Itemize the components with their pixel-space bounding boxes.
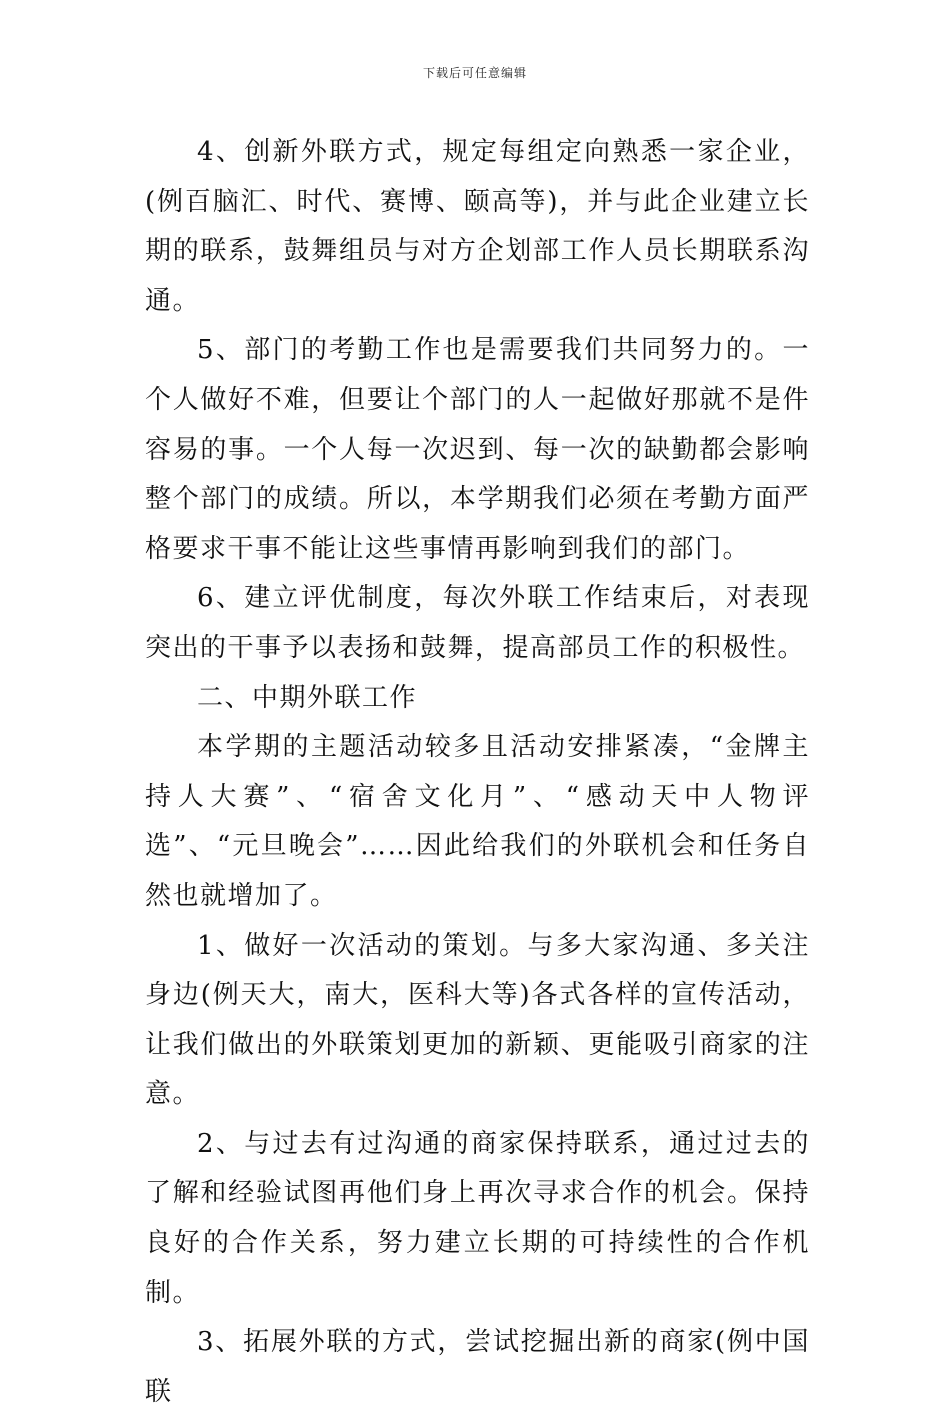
paragraph-item-6: 6、建立评优制度，每次外联工作结束后，对表现突出的干事予以表扬和鼓舞，提高部员工作的积极性。 — [145, 583, 810, 663]
page-header-note: 下载后可任意编辑 — [422, 66, 527, 80]
paragraph-item-1: 1、做好一次活动的策划。与多大家沟通、多关注身边(例天大，南大，医科大等)各式各样的宣传活动，让我们做出的外联策划更加的新颖、更能吸引商家的注意。 — [145, 930, 810, 1110]
paragraph-item-2: 2、与过去有过沟通的商家保持联系，通过过去的了解和经验试图再他们身上再次寻求合作的机会。保持良好的合作关系，努力建立长期的可持续性的合作机制。 — [145, 1128, 810, 1308]
paragraph-item-4: 4、创新外联方式，规定每组定向熟悉一家企业，(例百脑汇、时代、赛博、颐高等)，并与此企业建立长期的联系，鼓舞组员与对方企划部工作人员长期联系沟通。 — [145, 137, 810, 316]
paragraph-item-3: 3、拓展外联的方式，尝试挖掘出新的商家(例中国联 — [145, 1327, 810, 1407]
section-intro-paragraph: 本学期的主题活动较多且活动安排紧凑，“金牌主持人大赛”、“宿舍文化月”、“感动天中人物评选”、“元旦晚会”……因此给我们的外联机会和任务自然也就增加了。 — [145, 732, 810, 911]
section-heading-2: 二、中期外联工作 — [197, 682, 418, 713]
paragraph-item-5: 5、部门的考勤工作也是需要我们共同努力的。一个人做好不难，但要让个部门的人一起做好那就不是件容易的事。一个人每一次迟到、每一次的缺勤都会影响整个部门的成绩。所以，本学期我们必须在考勤方面严格要求干事不能让这些事情再影响到我们的部门。 — [145, 335, 810, 564]
document-body — [145, 128, 810, 1417]
